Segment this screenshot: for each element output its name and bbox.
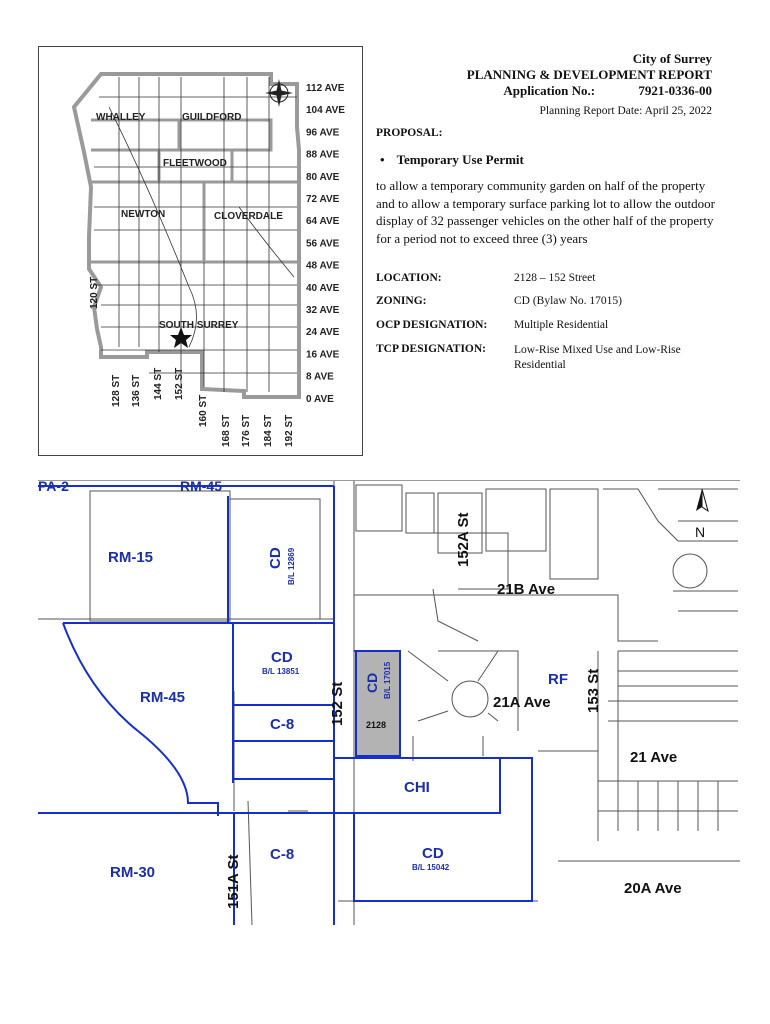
report-date: Planning Report Date: April 25, 2022 [539,105,712,117]
tcp-designation-value: Low-Rise Mixed Use and Low-Rise Residential [514,344,681,371]
street-label: 120 ST [89,276,100,309]
zoning-map-graphic [38,481,740,925]
proposal-bullet-item [380,152,524,168]
area-label-whalley: WHALLEY [96,112,146,123]
street-label: 192 ST [284,414,295,447]
zone-bl-subject-label: B/L 17015 [383,661,392,699]
zone-cd-subject-label: CD [364,672,380,693]
city-name: City of Surrey [632,51,712,66]
zone-c8-upper-label: C-8 [270,716,295,733]
zone-rf-label: RF [548,671,568,688]
street-152a-label: 152A St [455,512,472,567]
key-map [38,46,363,456]
street-label: 152 ST [174,367,185,400]
avenue-label: 80 AVE [306,171,340,183]
avenue-label: 88 AVE [306,149,340,161]
north-arrow-icon [695,489,708,540]
avenue-label: 24 AVE [306,327,340,339]
street-label: 176 ST [241,414,252,447]
avenue-label: 112 AVE [306,83,345,94]
subject-address-label: 2128 [366,720,387,730]
avenue-21-label: 21 Ave [630,749,678,766]
street-label: 136 ST [131,374,142,407]
street-152-label: 152 St [329,681,346,726]
proposal-description: to allow a temporary community garden on half of the property and to allow a temporary surface parking lot to allow the outdoor display of 32 passenger vehicles on the other half of the property for a period not to exceed three (3) years [376,178,715,246]
zone-rm30-label: RM-30 [110,864,156,881]
avenue-label: 32 AVE [306,305,340,316]
subject-site-parcel [356,651,400,756]
zone-cd-13851-label: CD [271,649,293,666]
application-label: Application No.: [503,83,596,98]
north-label: N [695,524,706,540]
avenue-label: 64 AVE [306,216,340,228]
street-label: 184 ST [263,414,274,447]
street-label: 128 ST [111,374,122,407]
zone-pa2-label: PA-2 [38,481,69,494]
zone-bl-15042-label: B/L 15042 [412,863,450,872]
zone-bl-12869-label: B/L 12869 [287,547,296,585]
avenue-label: 56 AVE [306,238,340,250]
area-label-newton: NEWTON [121,209,166,220]
avenue-label: 96 AVE [306,127,340,139]
area-label-south-surrey: SOUTH SURREY [159,320,239,331]
ocp-designation-label: OCP DESIGNATION: [376,319,488,331]
proposal-bullet-text: Temporary Use Permit [396,152,524,167]
zone-bl-13851-label: B/L 13851 [262,667,300,676]
avenue-label: 0 AVE [306,393,334,405]
ocp-designation-value: Multiple Residential [514,319,609,331]
zone-c8-lower-label: C-8 [270,846,295,863]
avenue-21b-label: 21B Ave [497,581,556,598]
street-153-label: 153 St [585,668,602,713]
zone-chi-label: CHI [404,779,430,796]
bullet-icon: • [380,152,385,167]
area-label-fleetwood: FLEETWOOD [163,158,227,169]
proposal-heading: PROPOSAL: [376,127,443,139]
avenue-label: 104 AVE [306,105,345,117]
avenue-label: 72 AVE [306,194,340,205]
avenue-20a-label: 20A Ave [624,880,682,897]
zone-rm45-label: RM-45 [140,689,186,706]
zoning-value: CD (Bylaw No. 17015) [514,295,622,307]
zone-rm45-top-label: RM-45 [180,481,223,494]
key-map-graphic [39,47,364,457]
application-number: 7921-0336-00 [638,83,712,98]
avenue-label: 8 AVE [306,371,334,383]
report-title: PLANNING & DEVELOPMENT REPORT [466,67,712,82]
street-label: 168 ST [221,414,232,447]
application-row [503,83,712,99]
zoning-map [38,480,740,925]
avenue-label: 16 AVE [306,349,340,361]
avenue-label: 48 AVE [306,260,340,272]
location-label: LOCATION: [376,272,442,284]
street-151a-label: 151A St [225,854,242,909]
area-label-guildford: GUILDFORD [182,112,242,123]
area-label-cloverdale: CLOVERDALE [214,211,283,222]
avenue-label: 40 AVE [306,282,340,294]
zoning-label: ZONING: [376,295,427,307]
avenue-21a-label: 21A Ave [493,694,551,711]
zone-rm15-label: RM-15 [108,549,154,566]
zone-cd-12869-label: CD [267,547,284,569]
street-label: 144 ST [153,367,164,400]
location-value: 2128 – 152 Street [514,272,596,284]
tcp-designation-label: TCP DESIGNATION: [376,343,487,355]
street-label: 160 ST [198,394,209,427]
zone-cd-15042-label: CD [422,845,444,862]
